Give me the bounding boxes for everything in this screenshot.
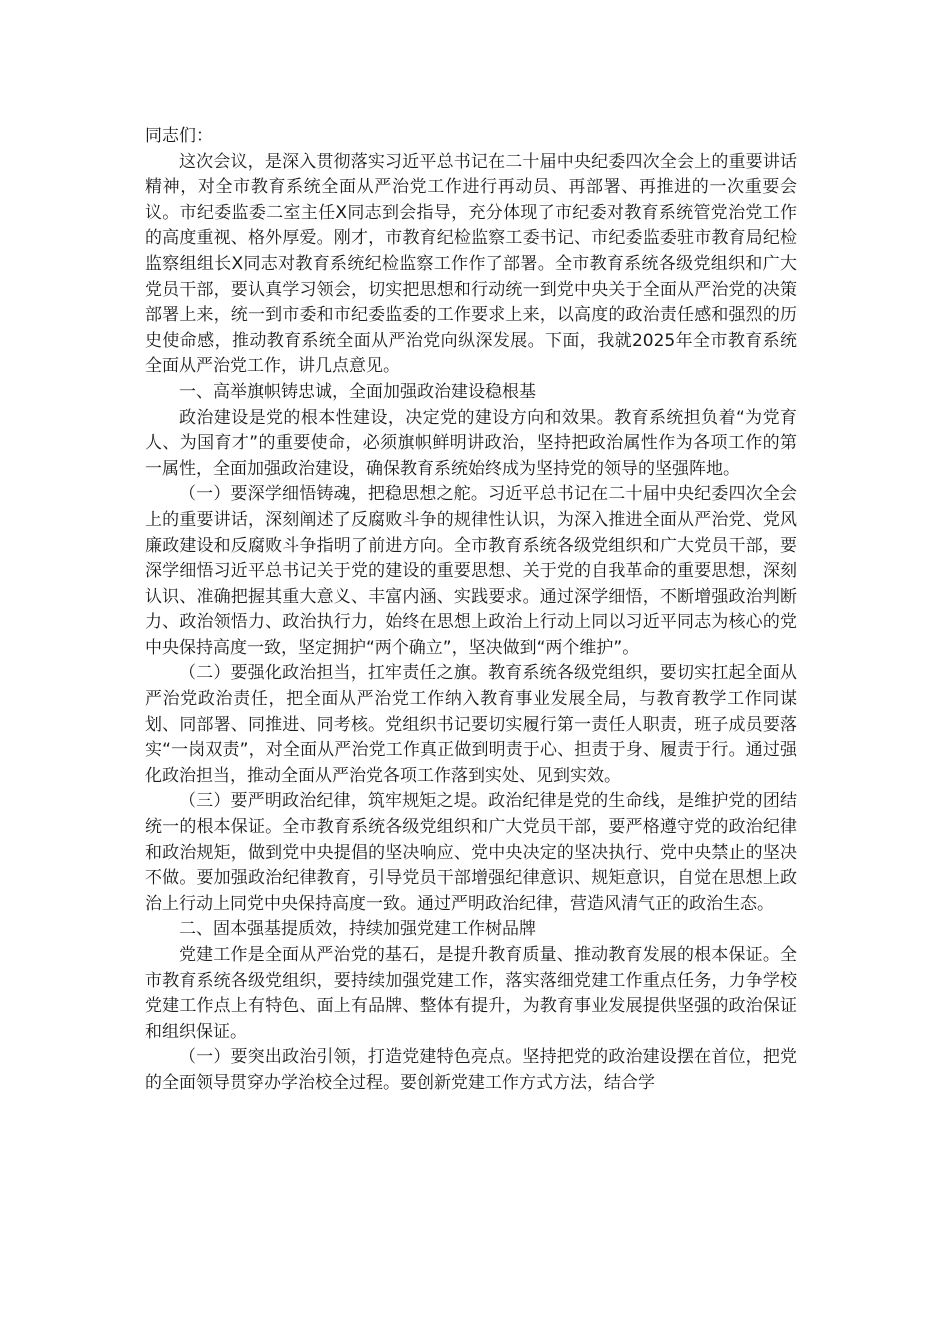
section-heading-1: 一、高举旗帜铸忠诚，全面加强政治建设稳根基 <box>179 381 536 402</box>
paragraph-section-1-item-3: （三）要严明政治纪律，筑牢规矩之堤。政治纪律是党的生命线，是维护党的团结统一的根本保证。全市教育系统各级党组织和广大党员干部，要严格遵守党的政治纪律和政治规矩，做到党中央提倡的坚决响应、党中央决定的坚决执行、党中央禁止的坚决不做。要加强政治纪律教育，引导党员干部增强纪律意识、规矩意识，自觉在思想上政治上行动上同党中央保持高度一致。通过严明政治纪律，营造风清气正的政治生态。 <box>145 791 797 914</box>
paragraph-section-1-item-1: （一）要深学细悟铸魂，把稳思想之舵。习近平总书记在二十届中央纪委四次全会上的重要讲话，深刻阐述了反腐败斗争的规律性认识，为深入推进全面从严治党、党风廉政建设和反腐败斗争指明了前进方向。全市教育系统各级党组织和广大党员干部，要深学细悟习近平总书记关于党的建设的重要思想、关于党的自我革命的重要思想，深刻认识、准确把握其重大意义、丰富内涵、实践要求。通过深学细悟，不断增强政治判断力、政治领悟力、政治执行力，始终在思想上政治上行动上同以习近平同志为核心的党中央保持高度一致，坚定拥护“两个确立”，坚决做到“两个维护”。 <box>145 484 797 658</box>
salutation: 同志们： <box>145 126 213 146</box>
paragraph-section-2-item-1: （一）要突出政治引领，打造党建特色亮点。坚持把党的政治建设摆在首位，把党的全面领导贯穿办学治校全过程。要创新党建工作方式方法，结合学 <box>145 1047 797 1093</box>
section-heading-2: 二、固本强基提质效，持续加强党建工作树品牌 <box>179 919 536 940</box>
paragraph-section-1-item-2: （二）要强化政治担当，扛牢责任之旗。教育系统各级党组织，要切实扛起全面从严治党政治责任，把全面从严治党工作纳入教育事业发展全局，与教育教学工作同谋划、同部署、同推进、同考核。党组织书记要切实履行第一责任人职责，班子成员要落实“一岗双责”，对全面从严治党工作真正做到明责于心、担责于身、履责于行。通过强化政治担当，推动全面从严治党各项工作落到实处、见到实效。 <box>145 663 797 786</box>
document-body <box>145 124 797 1097</box>
paragraph-intro: 这次会议，是深入贯彻落实习近平总书记在二十届中央纪委四次全会上的重要讲话精神，对全市教育系统全面从严治党工作进行再动员、再部署、再推进的一次重要会议。市纪委监委二室主任X同志到会指导，充分体现了市纪委对教育系统管党治党工作的高度重视、格外厚爱。刚才，市教育纪检监察工委书记、市纪委监委驻市教育局纪检监察组组长X同志对教育系统纪检监察工作作了部署。全市教育系统各级党组织和广大党员干部，要认真学习领会，切实把思想和行动统一到党中央关于全面从严治党的决策部署上来，统一到市委和市纪委监委的工作要求上来，以高度的政治责任感和强烈的历史使命感，推动教育系统全面从严治党向纵深发展。下面，我就2025年全市教育系统全面从严治党工作，讲几点意见。 <box>145 151 797 377</box>
paragraph-section-2-intro: 党建工作是全面从严治党的基石，是提升教育质量、推动教育发展的根本保证。全市教育系统各级党组织，要持续加强党建工作，落实落细党建工作重点任务，力争学校党建工作点上有特色、面上有品牌、整体有提升，为教育事业发展提供坚强的政治保证和组织保证。 <box>145 945 797 1042</box>
paragraph-section-1-intro: 政治建设是党的根本性建设，决定党的建设方向和效果。教育系统担负着“为党育人、为国育才”的重要使命，必须旗帜鲜明讲政治，坚持把政治属性作为各项工作的第一属性，全面加强政治建设，确保教育系统始终成为坚持党的领导的坚强阵地。 <box>145 407 797 479</box>
